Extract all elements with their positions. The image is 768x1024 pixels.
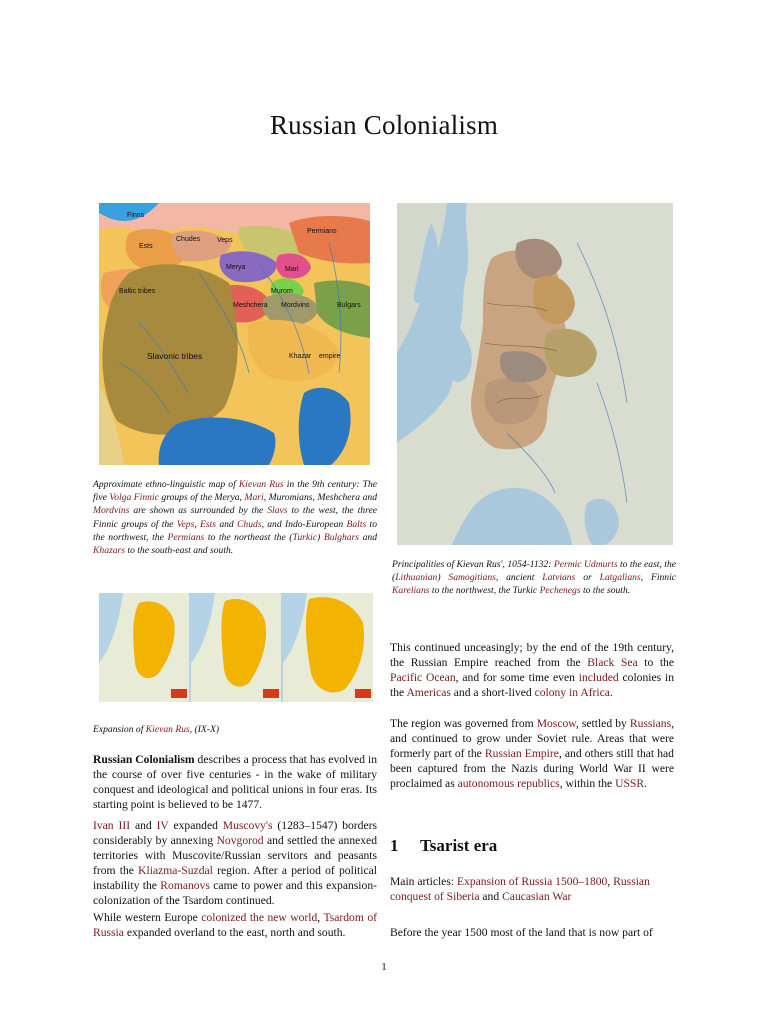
map1-label-permians: Permians bbox=[307, 228, 337, 235]
section-title: Tsarist era bbox=[420, 836, 498, 855]
map1-label-bulgars: Bulgars bbox=[337, 302, 361, 309]
map1-label-chudes: Chudes bbox=[176, 236, 201, 243]
expansion-maps bbox=[99, 593, 373, 702]
section-heading-tsarist-era bbox=[390, 836, 497, 856]
text-run: While western Europe bbox=[93, 911, 202, 924]
text-run: to the northwest, the Turkic bbox=[429, 585, 540, 597]
text-run: , and for some time even bbox=[455, 671, 579, 684]
map1-label-khazar: Khazar bbox=[289, 353, 312, 360]
wiki-link[interactable]: Mari bbox=[244, 492, 264, 504]
wiki-link[interactable]: Muscovy's bbox=[222, 819, 273, 832]
text-run: Approximate ethno-linguistic map of bbox=[93, 479, 239, 490]
text-run: , settled by bbox=[575, 717, 630, 730]
wiki-link[interactable]: USSR bbox=[615, 777, 645, 790]
wiki-link[interactable]: Ests bbox=[200, 518, 217, 530]
wiki-link[interactable]: Kievan Rus bbox=[145, 724, 190, 735]
section-number: 1 bbox=[390, 836, 399, 855]
wiki-link[interactable]: Black Sea bbox=[587, 656, 638, 669]
wiki-link[interactable]: Balts bbox=[346, 518, 367, 530]
text-run: came to power and this expansion-colonization of the Tsardom continued. bbox=[93, 879, 377, 907]
wiki-link[interactable]: Chuds bbox=[237, 518, 262, 530]
paragraph-moscow bbox=[390, 716, 674, 791]
paragraph-intro bbox=[93, 752, 377, 812]
text-run: groups of the Merya, bbox=[158, 492, 245, 504]
text-run: , bbox=[607, 875, 614, 888]
text-run: Expansion of bbox=[93, 724, 146, 735]
page-number: 1 bbox=[381, 961, 387, 973]
wiki-link[interactable]: Slavs bbox=[267, 505, 288, 517]
wiki-link[interactable]: Pechenegs bbox=[539, 585, 581, 597]
wiki-link[interactable]: Udmurts bbox=[583, 559, 618, 570]
text-run: and settled the annexed territories with Muscovite/Russian servitors and peasants from the bbox=[93, 834, 377, 877]
text-run: , bbox=[194, 518, 201, 530]
text-run: . bbox=[609, 686, 613, 699]
paragraph-western-europe bbox=[93, 910, 377, 940]
paragraph-19th-century bbox=[390, 640, 674, 700]
figure-caption-map1 bbox=[93, 478, 377, 557]
wiki-link[interactable]: colony in Africa bbox=[534, 686, 610, 699]
page-title: Russian Colonialism bbox=[269, 110, 499, 140]
map1-label-finns: Finns bbox=[127, 212, 145, 219]
text-run: to the west, the three Finnic groups of the bbox=[93, 505, 377, 530]
map1-label-empire: empire bbox=[319, 353, 341, 360]
text-run: and bbox=[479, 890, 503, 903]
text-run: The region was governed from bbox=[390, 717, 537, 730]
text-run: ) bbox=[437, 572, 449, 584]
wiki-link[interactable]: Kievan Rus bbox=[238, 479, 284, 490]
text-run: (1283–1547) borders considerably by annexing bbox=[93, 819, 377, 847]
text-run: colonies in the bbox=[390, 671, 675, 699]
wiki-link[interactable]: Americas bbox=[406, 686, 451, 699]
text-run: , (IX-X) bbox=[189, 724, 220, 735]
figure-caption-map3 bbox=[93, 723, 377, 736]
paragraph-before-1500: Before the year 1500 most of the land that is now part of bbox=[390, 926, 653, 939]
wiki-link[interactable]: Latgalians bbox=[599, 572, 641, 584]
map1-label-mari: Mari bbox=[285, 266, 299, 273]
wiki-link[interactable]: Kliazma-Suzdal bbox=[138, 864, 213, 877]
wiki-link[interactable]: Tsardom of Russia bbox=[93, 911, 377, 939]
text-run: , ancient bbox=[495, 572, 543, 584]
text-run: are shown as surrounded by the bbox=[129, 505, 268, 517]
wiki-link[interactable]: Volga Finnic bbox=[109, 492, 159, 504]
text-run: and bbox=[359, 531, 377, 543]
text-run: describes a process that has evolved in the course of over five centuries - in the wake of military conquest and ideological and political unions in four eras. Its starting point is believed to be 1477. bbox=[93, 753, 377, 811]
wiki-link[interactable]: included bbox=[578, 671, 619, 684]
text-run: Principalities of Kievan Rus', 1054-1132: bbox=[392, 559, 554, 570]
text-run: , and Indo-European bbox=[261, 518, 347, 530]
paragraph-ivan bbox=[93, 818, 377, 908]
map1-label-veps: Veps bbox=[217, 237, 233, 244]
wiki-link[interactable]: Permians bbox=[167, 531, 205, 543]
text-run: to the northeast the ( bbox=[204, 531, 293, 543]
text-run: ) bbox=[317, 531, 324, 543]
wiki-link[interactable]: Expansion of Russia 1500–1800 bbox=[456, 875, 608, 888]
wiki-link[interactable]: Samogitians bbox=[448, 572, 496, 584]
map1-label-slavonic: Slavonic tribes bbox=[147, 351, 203, 361]
ethno-linguistic-map bbox=[99, 203, 370, 465]
map1-label-murom: Murom bbox=[271, 288, 293, 295]
text-run: to the northwest, the bbox=[93, 518, 378, 543]
map1-label-baltic: Baltic tribes bbox=[119, 288, 156, 295]
bold-term: Russian Colonialism bbox=[93, 753, 195, 766]
map1-label-meshchera: Meshchera bbox=[233, 302, 268, 309]
wiki-link[interactable]: Permic bbox=[553, 559, 582, 570]
text-run: in the 9th century: The five bbox=[93, 479, 377, 504]
wiki-link[interactable]: Pacific Ocean bbox=[390, 671, 456, 684]
wiki-link[interactable]: Russian Empire bbox=[484, 747, 559, 760]
text-run: , and continued to grow under Soviet rule. Areas that were formerly part of the bbox=[390, 717, 674, 760]
wiki-link[interactable]: Karelians bbox=[392, 585, 430, 597]
map1-label-ests: Ests bbox=[139, 243, 153, 250]
wiki-link[interactable]: Russian conquest of Siberia bbox=[390, 875, 650, 903]
text-run: and a short-lived bbox=[450, 686, 535, 699]
text-run: , Finnic bbox=[640, 572, 677, 584]
principalities-map bbox=[397, 203, 673, 545]
text-run: and bbox=[130, 819, 157, 832]
wiki-link[interactable]: Mordvins bbox=[93, 505, 130, 517]
text-run: . bbox=[644, 777, 647, 790]
text-run: expanded overland to the east, north and south. bbox=[123, 926, 346, 939]
text-run: This continued unceasingly; by the end of the 19th century, the Russian Empire reached from the bbox=[390, 641, 674, 669]
wiki-link[interactable]: autonomous republics bbox=[457, 777, 560, 790]
wiki-link[interactable]: Caucasian War bbox=[502, 890, 572, 903]
text-run: , Muromians, Meshchera and bbox=[263, 492, 378, 504]
wiki-link[interactable]: Russians bbox=[629, 717, 672, 730]
wiki-link[interactable]: Ivan III bbox=[93, 819, 131, 832]
wiki-link[interactable]: Veps bbox=[176, 518, 195, 530]
wiki-link[interactable]: Latvians bbox=[542, 572, 576, 584]
wiki-link[interactable]: IV bbox=[156, 819, 169, 832]
text-run: or bbox=[575, 572, 600, 584]
wiki-link[interactable]: Novgorod bbox=[216, 834, 264, 847]
wiki-link[interactable]: Turkic bbox=[292, 531, 318, 543]
text-run: to the east, the ( bbox=[392, 559, 676, 584]
wiki-link[interactable]: Romanovs bbox=[160, 879, 210, 892]
text-run: expanded bbox=[168, 819, 223, 832]
wiki-link[interactable]: Khazars bbox=[93, 545, 125, 557]
figure-caption-map2 bbox=[392, 558, 676, 598]
text-run: , and others still that had been captured from the Nazis during World War II were proclaimed as bbox=[390, 747, 674, 790]
text-run: and bbox=[216, 518, 238, 530]
map1-label-merya: Merya bbox=[226, 264, 246, 271]
text-run: Main articles: bbox=[390, 875, 457, 888]
wiki-link[interactable]: colonized the new world bbox=[201, 911, 318, 924]
wiki-link[interactable]: Lithuanian bbox=[395, 572, 438, 584]
wiki-link[interactable]: Moscow bbox=[536, 717, 576, 730]
text-run: to the south. bbox=[580, 585, 631, 597]
text-run: to the south-east and south. bbox=[125, 545, 234, 557]
text-run: to the bbox=[637, 656, 674, 669]
wiki-link[interactable]: Bulghars bbox=[323, 531, 360, 543]
text-run: , within the bbox=[559, 777, 616, 790]
map1-label-mordvins: Mordvins bbox=[281, 302, 310, 309]
text-run: region. After a period of political instability the bbox=[93, 864, 377, 892]
main-articles bbox=[390, 874, 680, 904]
text-run: , bbox=[317, 911, 324, 924]
